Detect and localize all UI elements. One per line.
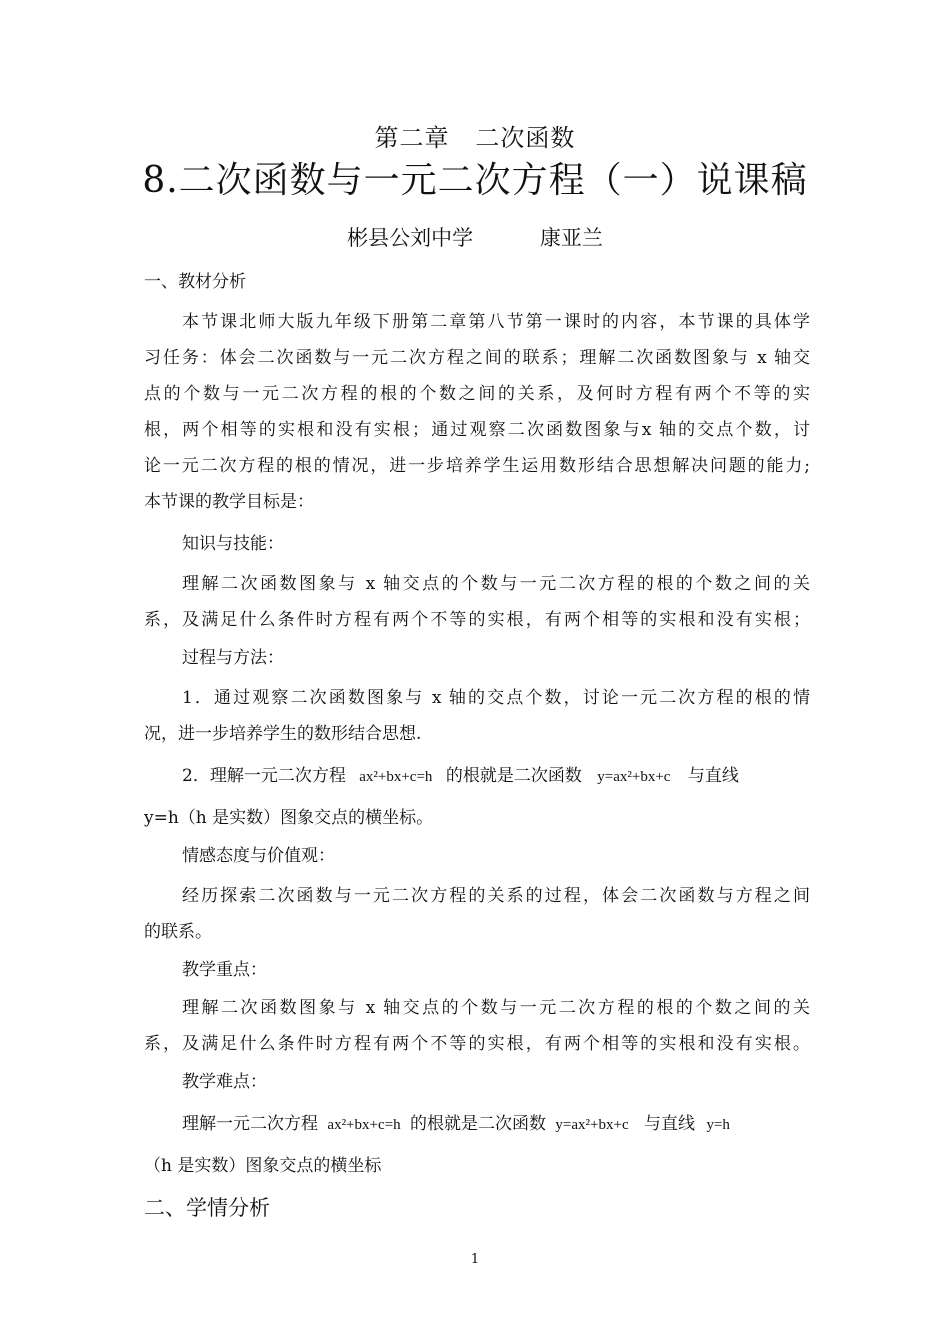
text-span: 与直线 [687,766,739,786]
text-span: 的根就是二次函数 [410,1114,547,1134]
text-span: 与直线 [644,1114,696,1134]
paragraph-line: （h 是实数）图象交点的横坐标 [144,1156,382,1176]
difficulty-line [182,1112,810,1137]
text-span: 2．理解一元二次方程 [182,766,346,786]
process-label: 过程与方法： [182,648,284,668]
paragraph-line: 论一元二次方程的根的情况，进一步培养学生运用数形结合思想解决问题的能力; [144,456,810,476]
text-span: 的根就是二次函数 [445,766,582,786]
paragraph-line: 理解二次函数图象与 x 轴交点的个数与一元二次方程的根的个数之间的关 [182,574,810,594]
author-line: 彬县公刘中学 康亚兰 [347,226,603,250]
equation: ax²+bx+c=h [359,769,433,785]
section-heading-1: 一、教材分析 [144,272,246,292]
paragraph-line: 系，及满足什么条件时方程有两个不等的实根，有两个相等的实根和没有实根； [144,610,810,630]
paragraph-line: 的联系。 [144,922,212,942]
process-item-2 [182,764,810,789]
paragraph-line: 习任务：体会二次函数与一元二次方程之间的联系；理解二次函数图象与 x 轴交 [144,348,810,368]
paragraph-line: 点的个数与一元二次方程的根的个数之间的关系，及何时方程有两个不等的实 [144,384,810,404]
equation: ax²+bx+c=h [327,1117,401,1133]
equation: y=ax²+bx+c [555,1117,629,1133]
paragraph-line: 况，进一步培养学生的数形结合思想. [144,724,422,744]
paragraph-line: 1．通过观察二次函数图象与 x 轴的交点个数，讨论一元二次方程的根的情 [182,688,810,708]
paragraph-line: 经历探索二次函数与一元二次方程的关系的过程，体会二次函数与方程之间 [182,886,810,906]
paragraph-line: 理解二次函数图象与 x 轴交点的个数与一元二次方程的根的个数之间的关 [182,998,810,1018]
emotion-label: 情感态度与价值观： [182,846,335,866]
paragraph-line: 本节课的教学目标是： [144,492,314,512]
page-number: 1 [470,1252,480,1267]
knowledge-label: 知识与技能： [182,534,284,554]
page-title: 8.二次函数与一元二次方程（一）说课稿 [142,160,808,201]
equation: y=ax²+bx+c [597,769,671,785]
equation: y=h [706,1117,730,1133]
paragraph-line: 系，及满足什么条件时方程有两个不等的实根，有两个相等的实根和没有实根。 [144,1034,810,1054]
paragraph-line: 本节课北师大版九年级下册第二章第八节第一课时的内容，本节课的具体学 [182,312,810,332]
section-heading-2: 二、学情分析 [144,1196,270,1220]
paragraph-line: y=h（h 是实数）图象交点的横坐标。 [144,808,434,828]
text-span: 理解一元二次方程 [182,1114,318,1134]
chapter-heading: 第二章 二次函数 [374,124,576,152]
key-label: 教学重点： [182,960,267,980]
difficulty-label: 教学难点： [182,1072,267,1092]
paragraph-line: 根，两个相等的实根和没有实根；通过观察二次函数图象与x 轴的交点个数，讨 [144,420,810,440]
